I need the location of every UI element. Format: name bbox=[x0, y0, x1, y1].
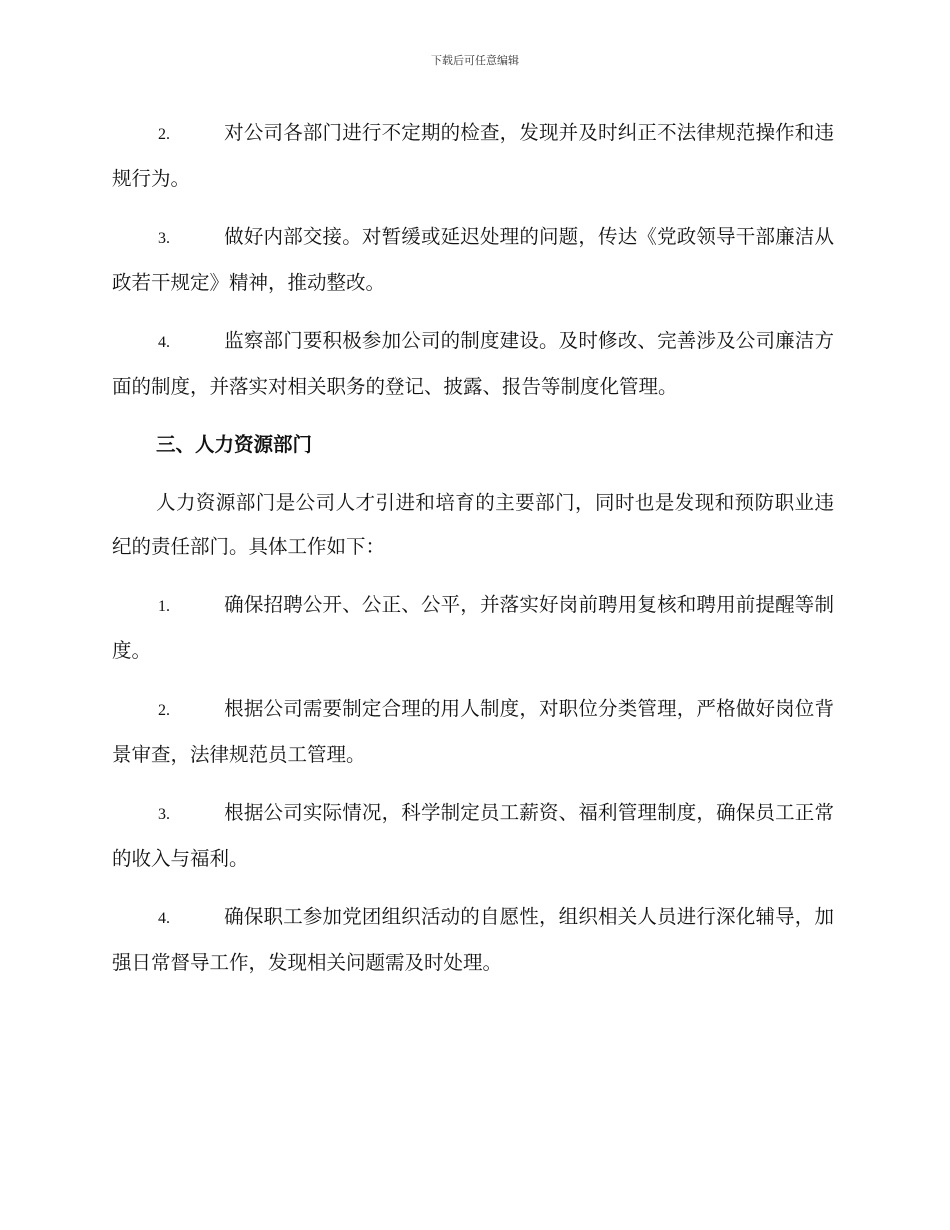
numbered-paragraph bbox=[112, 791, 834, 881]
numbered-paragraph bbox=[112, 111, 834, 201]
list-number: 3. bbox=[158, 230, 170, 247]
list-number: 4. bbox=[158, 334, 170, 351]
numbered-paragraph bbox=[112, 215, 834, 305]
numbered-paragraph bbox=[112, 687, 834, 777]
section-heading: 三、人力资源部门 bbox=[156, 433, 313, 456]
paragraph-text: 根据公司实际情况，科学制定员工薪资、福利管理制度，确保员工正常的收入与福利。 bbox=[112, 801, 834, 870]
paragraph-text: 确保职工参加党团组织活动的自愿性，组织相关人员进行深化辅导，加强日常督导工作，发现相关问题需及时处理。 bbox=[112, 905, 834, 974]
paragraph-text: 监察部门要积极参加公司的制度建设。及时修改、完善涉及公司廉洁方面的制度，并落实对相关职务的登记、披露、报告等制度化管理。 bbox=[112, 329, 834, 398]
document-body bbox=[112, 111, 834, 999]
paragraph-text: 确保招聘公开、公正、公平，并落实好岗前聘用复核和聘用前提醒等制度。 bbox=[112, 593, 834, 662]
paragraph-text: 对公司各部门进行不定期的检查，发现并及时纠正不法律规范操作和违规行为。 bbox=[112, 121, 834, 190]
list-number: 1. bbox=[158, 598, 170, 615]
list-number: 2. bbox=[158, 126, 170, 143]
page-header: 下载后可任意编辑 bbox=[431, 54, 519, 67]
paragraph-text: 做好内部交接。对暂缓或延迟处理的问题，传达《党政领导干部廉洁从政若干规定》精神，推动整改。 bbox=[112, 225, 834, 294]
list-number: 3. bbox=[158, 806, 170, 823]
list-number: 2. bbox=[158, 702, 170, 719]
paragraph-text: 根据公司需要制定合理的用人制度，对职位分类管理，严格做好岗位背景审查，法律规范员工管理。 bbox=[112, 697, 834, 766]
numbered-paragraph bbox=[112, 319, 834, 409]
list-number: 4. bbox=[158, 910, 170, 927]
numbered-paragraph bbox=[112, 895, 834, 985]
numbered-paragraph bbox=[112, 583, 834, 673]
intro-paragraph: 人力资源部门是公司人才引进和培育的主要部门，同时也是发现和预防职业违纪的责任部门。具体工作如下： bbox=[112, 491, 834, 558]
